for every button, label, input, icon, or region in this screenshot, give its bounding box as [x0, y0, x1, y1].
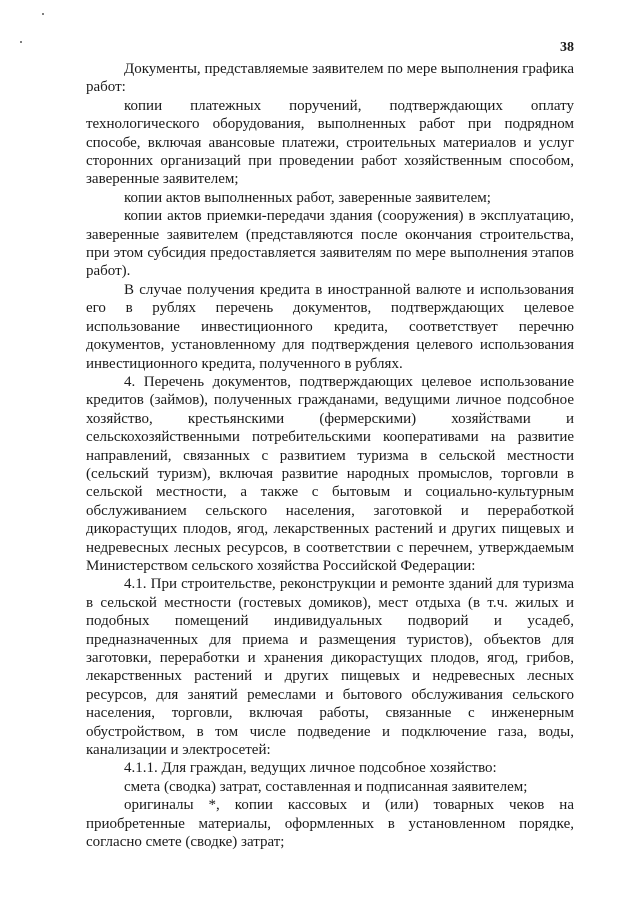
paragraph-section-4-1-1: 4.1.1. Для граждан, ведущих личное подсобное хозяйство:: [124, 760, 497, 777]
scan-speck: [42, 13, 44, 15]
paragraph-section-4: 4. Перечень документов, подтверждающих целевое использование кредитов (займов), полученных гражданами, ведущими личное подсобное хозяйство, крестьянскими (фермерскими) хозяйствами и сельскохозяйственными потребительскими кооперативами на развитие направлений, связанных с развитием туризма в сельской местности (сельский туризм), включая развитие народных промыслов, торговли в сельской местности, а также с бытовым и социально-культурным обслуживанием сельского населения, заготовкой и переработкой дикорастущих плодов, ягод, лекарственных растений и других пищевых и недревесных лесных ресурсов, в соответствии с перечнем, утверждаемым Министерством сельского хозяйства Российской Федерации:: [86, 373, 574, 574]
paragraph-foreign-currency: В случае получения кредита в иностранной валюте и использования его в рублях перечень документов, подтверждающих целевое использование инвестиционного кредита, соответствует перечню документов, установленному для подтверждения целевого использования инвестиционного кредита, полученного в рублях.: [86, 281, 574, 372]
paragraph-payment-copies: копии платежных поручений, подтверждающих оплату технологического оборудования, выполненных работ при подрядном способе, включая авансовые платежи, строительных материалов и услуг сторонних организаций при проведении работ хозяйственным способом, заверенные заявителем;: [86, 97, 574, 188]
page-number: 38: [560, 40, 574, 55]
paragraph-receipts: оригиналы *, копии кассовых и (или) товарных чеков на приобретенные материалы, оформленных в установленном порядке, согласно смете (сводке) затрат;: [86, 797, 574, 851]
paragraph-work-acts: копии актов выполненных работ, заверенные заявителем;: [124, 189, 491, 206]
document-body: [86, 60, 574, 851]
paragraph-section-4-1: 4.1. При строительстве, реконструкции и ремонте зданий для туризма в сельской местности (гостевых домиков), мест отдыха (в т.ч. жилых и подобных помещений индивидуальных подворий и усадеб, предназначенных для приема и размещения туристов), объектов для заготовки, переработки и хранения дикорастущих плодов, ягод, грибов, лекарственных растений и других пищевых и недревесных лесных ресурсов, для занятий ремеслами и бытового обслуживания сельского населения, торговли, включая работы, связанные с инженерным обустройством, в том числе подведение и подключение газа, воды, канализации и электросетей:: [86, 576, 574, 759]
scan-speck: [20, 41, 22, 43]
paragraph-cost-estimate: смета (сводка) затрат, составленная и подписанная заявителем;: [124, 778, 528, 795]
paragraph-documents-intro: Документы, представляемые заявителем по мере выполнения графика работ:: [86, 61, 574, 96]
paragraph-acceptance-acts: копии актов приемки-передачи здания (сооружения) в эксплуатацию, заверенные заявителем (представляются после окончания строительства, при этом субсидия предоставляется заявителям по мере выполнения этапов работ).: [86, 208, 574, 280]
